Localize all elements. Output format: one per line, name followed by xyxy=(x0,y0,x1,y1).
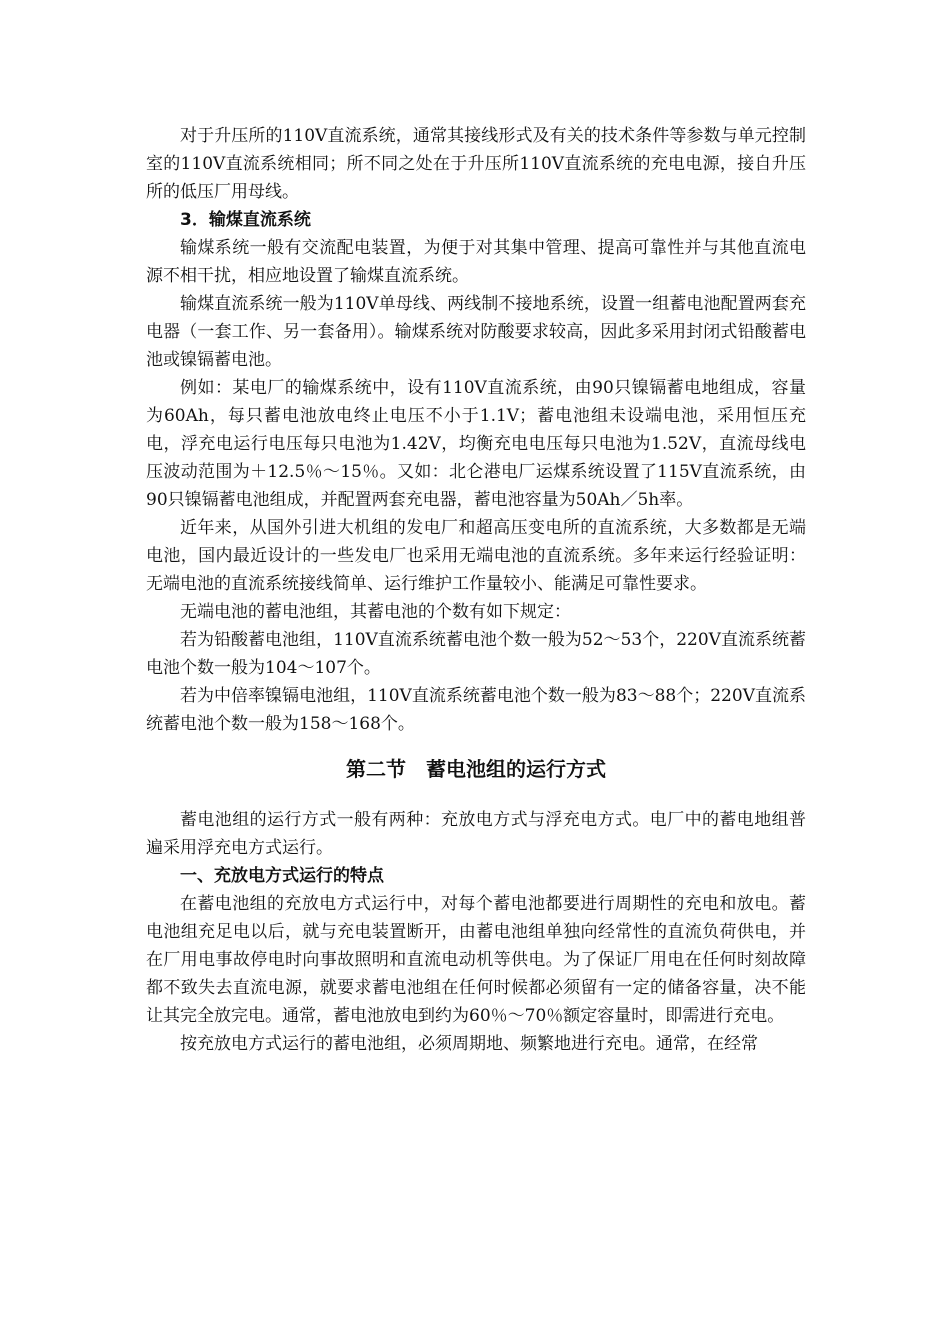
paragraph: 近年来，从国外引进大机组的发电厂和超高压变电所的直流系统，大多数都是无端电池，国内最近设计的一些发电厂也采用无端电池的直流系统。多年来运行经验证明：无端电池的直流系统接线简单、运行维护工作量较小、能满足可靠性要求。 xyxy=(146,518,806,594)
subsection-heading: 一、充放电方式运行的特点 xyxy=(180,866,384,886)
paragraph: 若为中倍率镍镉电池组，110V直流系统蓄电池个数一般为83～88个；220V直流系统蓄电池个数一般为158～168个。 xyxy=(146,686,806,734)
paragraph: 对于升压所的110V直流系统，通常其接线形式及有关的技术条件等参数与单元控制室的110V直流系统相同；所不同之处在于升压所110V直流系统的充电电源，接自升压所的低压厂用母线。 xyxy=(146,126,806,202)
paragraph: 例如：某电厂的输煤系统中，设有110V直流系统，由90只镍镉蓄电地组成，容量为60Ah，每只蓄电池放电终止电压不小于1.1V；蓄电池组未设端电池，采用恒压充电，浮充电运行电压每只电池为1.42V，均衡充电电压每只电池为1.52V，直流母线电压波动范围为＋12.5％～15％。又如：北仑港电厂运煤系统设置了115V直流系统，由90只镍镉蓄电池组成，并配置两套充电器，蓄电池容量为50Ah／5h率。 xyxy=(146,378,806,510)
document-body xyxy=(146,122,806,1058)
paragraph: 若为铅酸蓄电池组，110V直流系统蓄电池个数一般为52～53个，220V直流系统蓄电池个数一般为104～107个。 xyxy=(146,630,806,678)
paragraph: 输煤直流系统一般为110V单母线、两线制不接地系统，设置一组蓄电池配置两套充电器（一套工作、另一套备用）。输煤系统对防酸要求较高，因此多采用封闭式铅酸蓄电池或镍镉蓄电池。 xyxy=(146,294,806,370)
paragraph: 按充放电方式运行的蓄电池组，必须周期地、频繁地进行充电。通常，在经常 xyxy=(180,1034,758,1054)
paragraph: 蓄电池组的运行方式一般有两种：充放电方式与浮充电方式。电厂中的蓄电地组普遍采用浮充电方式运行。 xyxy=(146,810,806,858)
paragraph: 无端电池的蓄电池组，其蓄电池的个数有如下规定： xyxy=(180,602,571,622)
section-title: 第二节 蓄电池组的运行方式 xyxy=(346,757,606,781)
paragraph: 输煤系统一般有交流配电装置，为便于对其集中管理、提高可靠性并与其他直流电源不相干扰，相应地设置了输煤直流系统。 xyxy=(146,238,806,286)
subsection-heading: 3．输煤直流系统 xyxy=(180,210,311,230)
paragraph: 在蓄电池组的充放电方式运行中，对每个蓄电池都要进行周期性的充电和放电。蓄电池组充足电以后，就与充电装置断开，由蓄电池组单独向经常性的直流负荷供电，并在厂用电事故停电时向事故照明和直流电动机等供电。为了保证厂用电在任何时刻故障都不致失去直流电源，就要求蓄电池组在任何时候都必须留有一定的储备容量，决不能让其完全放完电。通常，蓄电池放电到约为60％～70％额定容量时，即需进行充电。 xyxy=(146,894,806,1026)
